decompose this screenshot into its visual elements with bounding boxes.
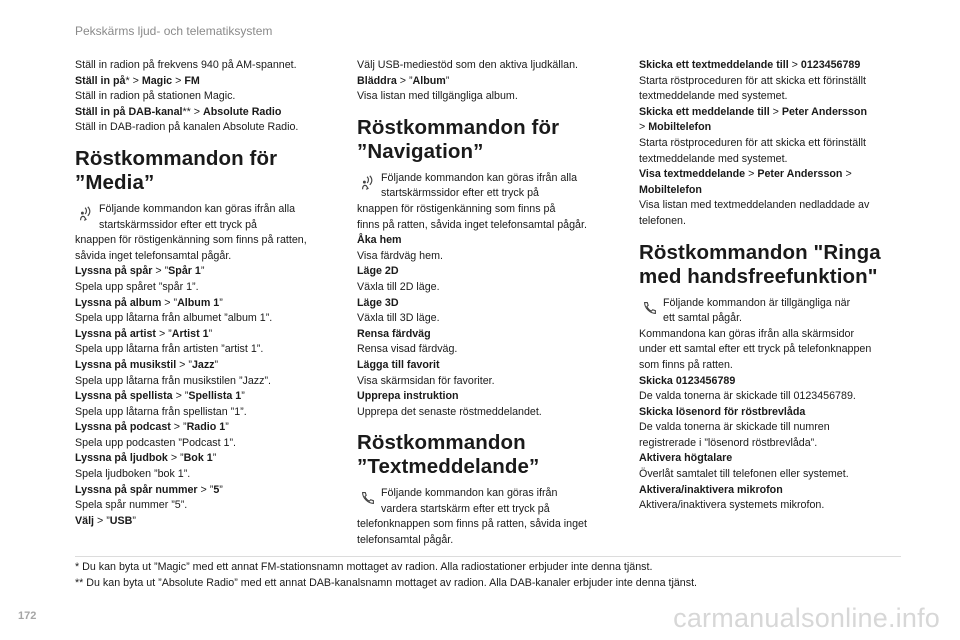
sms-commands-block bbox=[639, 58, 911, 230]
text-line: startskärmssidor efter ett tryck på bbox=[99, 218, 257, 231]
text-line: Spela upp låtarna från artisten ”artist 1”. bbox=[75, 343, 264, 356]
handsfree-commands bbox=[639, 327, 911, 514]
media-heading: Röstkommandon för ”Media” bbox=[75, 146, 278, 194]
text-line: Visa färdväg hem. bbox=[357, 249, 443, 262]
text-line: textmeddelande med systemet. bbox=[639, 90, 788, 103]
text-line: Lägga till favorit bbox=[357, 358, 440, 371]
phone-icon bbox=[641, 299, 659, 317]
text-line: Upprepa det senaste röstmeddelandet. bbox=[357, 405, 542, 418]
text-line: Lyssna på ljudbok > ”Bok 1” bbox=[75, 452, 217, 465]
text-line: textmeddelande med systemet. bbox=[639, 152, 788, 165]
voice-command-icon bbox=[359, 174, 377, 192]
text-line: > Mobiltelefon bbox=[639, 121, 712, 134]
voice-command-icon bbox=[77, 205, 95, 223]
usb-commands-block bbox=[357, 58, 629, 105]
radio-commands-block bbox=[75, 58, 347, 136]
text-line: Rensa visad färdväg. bbox=[357, 343, 458, 356]
text-line: Följande kommandon kan göras ifrån bbox=[381, 487, 558, 500]
text-line: Aktivera/inaktivera mikrofon bbox=[639, 483, 783, 496]
text-line: Spela ljudboken ”bok 1”. bbox=[75, 468, 191, 481]
text-line: Följande kommandon är tillgängliga när bbox=[663, 296, 851, 309]
text-line: Spela spår nummer ”5”. bbox=[75, 499, 188, 512]
text-line: Mobiltelefon bbox=[639, 183, 702, 196]
text-line: Överlåt samtalet till telefonen eller systemet. bbox=[639, 468, 849, 481]
text-line: Lyssna på podcast > ”Radio 1” bbox=[75, 421, 229, 434]
text-line: Ställ in på* > Magic > FM bbox=[75, 74, 200, 87]
text-line: Spela upp låtarna från musikstilen ”Jazz”. bbox=[75, 374, 272, 387]
navigation-intro bbox=[357, 171, 629, 202]
text-line: ett samtal pågår. bbox=[663, 312, 743, 325]
text-line: Kommandona kan göras ifrån alla skärmsidor bbox=[639, 327, 855, 340]
column-3 bbox=[639, 58, 911, 514]
text-line: Åka hem bbox=[357, 234, 402, 247]
text-line: Lyssna på album > ”Album 1” bbox=[75, 296, 223, 309]
running-header: Pekskärms ljud- och telematiksystem bbox=[75, 24, 273, 38]
text-line: finns på ratten, såvida inget telefonsamtal pågår. bbox=[357, 218, 587, 231]
text-line: Starta röstproceduren för att skicka ett förinställt bbox=[639, 74, 866, 87]
text-line: Växla till 3D läge. bbox=[357, 312, 440, 325]
navigation-heading: Röstkommandon för ”Navigation” bbox=[357, 115, 560, 163]
text-line: Bläddra > ”Album” bbox=[357, 74, 450, 87]
text-line: Skicka lösenord för röstbrevlåda bbox=[639, 405, 806, 418]
text-line: Ställ in DAB-radion på kanalen Absolute Radio. bbox=[75, 121, 299, 134]
text-line: Upprepa instruktion bbox=[357, 390, 459, 403]
text-line: Spela upp låtarna från spellistan ”1”. bbox=[75, 405, 247, 418]
text-line: Ställ in radion på stationen Magic. bbox=[75, 90, 236, 103]
text-line: De valda tonerna är skickade till 0123456789. bbox=[639, 390, 856, 403]
textmessage-intro bbox=[357, 486, 629, 517]
media-intro bbox=[75, 202, 347, 233]
text-line: Rensa färdväg bbox=[357, 327, 431, 340]
text-line: Lyssna på musikstil > ”Jazz” bbox=[75, 358, 219, 371]
footnote: ** Du kan byta ut ”Absolute Radio” med ett annat DAB-kanalsnamn mottaget av radion. Alla DAB-kanaler erbjuder inte denna tjänst. bbox=[75, 576, 698, 589]
text-line: vardera startskärm efter ett tryck på bbox=[381, 502, 550, 515]
text-line: knappen för röstigenkänning som finns på bbox=[357, 202, 556, 215]
text-line: De valda tonerna är skickade till numren bbox=[639, 421, 830, 434]
text-line: Ställ in på DAB-kanal** > Absolute Radio bbox=[75, 105, 282, 118]
footnote: * Du kan byta ut ”Magic” med ett annat FM-stationsnamn mottaget av radion. Alla radiostationer erbjuder inte denna tjänst. bbox=[75, 561, 653, 573]
text-line: Lyssna på spår > ”Spår 1” bbox=[75, 265, 205, 278]
text-line: Spela upp låtarna från albumet ”album 1”. bbox=[75, 312, 273, 325]
text-line: Aktivera högtalare bbox=[639, 452, 733, 465]
text-line: Skicka ett textmeddelande till > 0123456789 bbox=[639, 59, 861, 71]
text-line: Aktivera/inaktivera systemets mikrofon. bbox=[639, 499, 825, 512]
text-line: Läge 2D bbox=[357, 265, 399, 278]
text-line: Följande kommandon kan göras ifrån alla bbox=[99, 202, 296, 215]
textmessage-commands bbox=[357, 517, 629, 548]
text-line: knappen för röstigenkänning som finns på ratten, bbox=[75, 234, 307, 247]
text-line: Visa skärmsidan för favoriter. bbox=[357, 374, 495, 387]
column-1 bbox=[75, 58, 347, 529]
text-line: telefonen. bbox=[639, 214, 686, 227]
footnotes bbox=[75, 560, 915, 591]
text-line: Lyssna på spår nummer > ”5” bbox=[75, 483, 223, 496]
text-line: telefonsamtal pågår. bbox=[357, 534, 454, 547]
text-line: Visa listan med tillgängliga album. bbox=[357, 90, 518, 103]
text-line: Lyssna på spellista > ”Spellista 1” bbox=[75, 390, 245, 403]
textmessage-heading: Röstkommandon ”Textmeddelande” bbox=[357, 431, 540, 479]
phone-icon bbox=[359, 489, 377, 507]
footnote-divider bbox=[75, 556, 901, 557]
text-line: som finns på ratten. bbox=[639, 358, 733, 371]
text-line: Följande kommandon kan göras ifrån alla bbox=[381, 171, 578, 184]
navigation-commands bbox=[357, 202, 629, 420]
text-line: startskärmssidor efter ett tryck på bbox=[381, 187, 539, 200]
text-line: Ställ in radion på frekvens 940 på AM-spannet. bbox=[75, 59, 297, 71]
text-line: Växla till 2D läge. bbox=[357, 280, 440, 293]
handsfree-intro bbox=[639, 296, 911, 327]
text-line: Läge 3D bbox=[357, 296, 399, 309]
text-line: Skicka 0123456789 bbox=[639, 374, 736, 387]
text-line: Spela upp podcasten ”Podcast 1”. bbox=[75, 436, 237, 449]
text-line: telefonknappen som finns på ratten, såvida inget bbox=[357, 518, 587, 531]
text-line: såvida inget telefonsamtal pågår. bbox=[75, 249, 232, 262]
text-line: Visa listan med textmeddelanden nedladdade av bbox=[639, 199, 870, 212]
page-number: 172 bbox=[18, 610, 37, 622]
text-line: registrerade i ”lösenord röstbrevlåda”. bbox=[639, 436, 818, 449]
text-line: under ett samtal efter ett tryck på telefonknappen bbox=[639, 343, 872, 356]
text-line: Starta röstproceduren för att skicka ett förinställt bbox=[639, 136, 866, 149]
media-commands bbox=[75, 233, 347, 529]
watermark: carmanualsonline.info bbox=[673, 603, 940, 633]
text-line: Skicka ett meddelande till > Peter Andersson bbox=[639, 105, 867, 118]
text-line: Lyssna på artist > ”Artist 1” bbox=[75, 327, 213, 340]
text-line: Välj > ”USB” bbox=[75, 514, 136, 527]
text-line: Spela upp spåret ”spår 1”. bbox=[75, 280, 199, 293]
column-2 bbox=[357, 58, 629, 549]
text-line: Visa textmeddelande > Peter Andersson > bbox=[639, 168, 852, 181]
handsfree-heading: Röstkommandon "Ringa med handsfreefunktion" bbox=[639, 240, 881, 288]
text-line: Välj USB-mediestöd som den aktiva ljudkällan. bbox=[357, 59, 578, 71]
